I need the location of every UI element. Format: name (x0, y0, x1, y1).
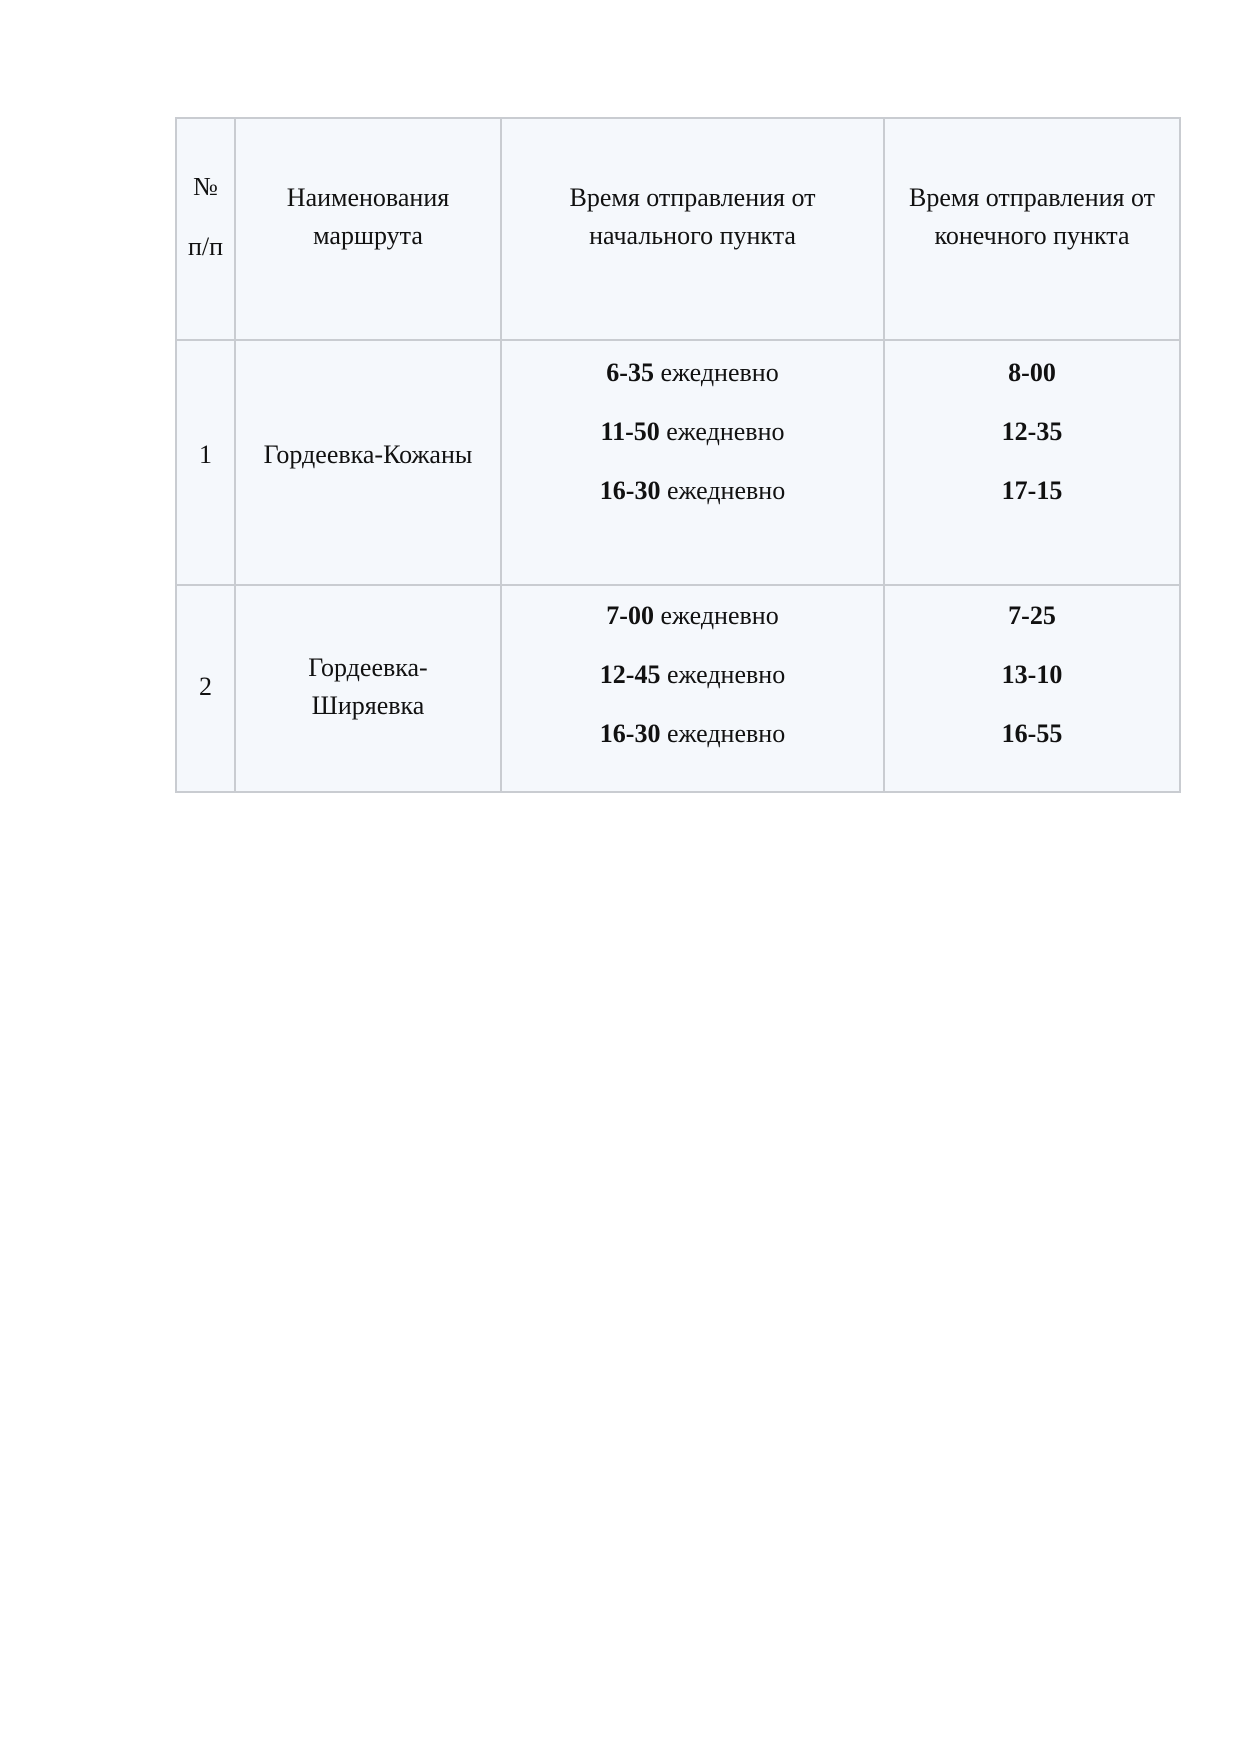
departure-frequency: ежедневно (659, 417, 785, 446)
departure-time: 11-50 (600, 417, 660, 446)
table-row (176, 585, 1180, 792)
route-name-cell (235, 585, 501, 792)
return-time: 12-35 (1001, 417, 1063, 446)
departure-time: 7-00 (606, 601, 654, 630)
route-name-line: Ширяевка (311, 690, 425, 720)
row-number-cell (176, 340, 235, 585)
departure-start-cell (501, 340, 884, 585)
departure-time: 16-30 (599, 719, 661, 748)
table-header-row (176, 118, 1180, 340)
return-time: 17-15 (1001, 476, 1063, 505)
departure-time: 6-35 (606, 358, 654, 387)
departure-end-entry (1008, 586, 1056, 645)
departure-start-entry (601, 402, 785, 461)
header-cell-departure-start (501, 118, 884, 340)
departure-end-entry (1002, 704, 1063, 763)
bus-schedule-table (175, 117, 1181, 793)
departure-start-entry (606, 586, 778, 645)
departure-time: 16-30 (599, 476, 661, 505)
row-number: 1 (199, 439, 212, 469)
header-cell-route-name (235, 118, 501, 340)
header-number-abbr: п/п (187, 232, 224, 261)
route-name: Гордеевка-Кожаны (263, 439, 473, 469)
departure-time: 12-45 (599, 660, 661, 689)
row-number: 2 (199, 671, 212, 701)
departure-frequency: ежедневно (653, 358, 779, 387)
departure-frequency: ежедневно (653, 601, 779, 630)
header-cell-departure-end (884, 118, 1180, 340)
departure-end-entry (1002, 402, 1063, 461)
departure-start-entry (600, 461, 785, 520)
departure-end-entry (1002, 645, 1063, 704)
header-route-name-label: Наименования маршрута (286, 183, 450, 250)
departure-end-entry (1008, 343, 1056, 402)
header-cell-number (176, 118, 235, 340)
header-departure-end-label: Время отправления от конечного пункта (908, 183, 1156, 250)
return-time: 16-55 (1001, 719, 1063, 748)
route-name-line: Гордеевка- (308, 652, 428, 682)
departure-frequency: ежедневно (660, 476, 786, 505)
table-row (176, 340, 1180, 585)
return-time: 8-00 (1008, 358, 1056, 387)
header-departure-start-label: Время отправления от начального пункта (569, 183, 816, 250)
route-name (242, 649, 494, 724)
departure-start-entry (600, 645, 785, 704)
departure-frequency: ежедневно (660, 660, 786, 689)
departure-start-cell (501, 585, 884, 792)
header-number-sign: № (193, 172, 218, 202)
departure-start-entry (606, 343, 778, 402)
departure-frequency: ежедневно (660, 719, 786, 748)
departure-end-cell (884, 340, 1180, 585)
return-time: 7-25 (1008, 601, 1056, 630)
departure-end-entry (1002, 461, 1063, 520)
route-name-cell (235, 340, 501, 585)
departure-start-entry (600, 704, 785, 763)
return-time: 13-10 (1001, 660, 1063, 689)
row-number-cell (176, 585, 235, 792)
departure-end-cell (884, 585, 1180, 792)
